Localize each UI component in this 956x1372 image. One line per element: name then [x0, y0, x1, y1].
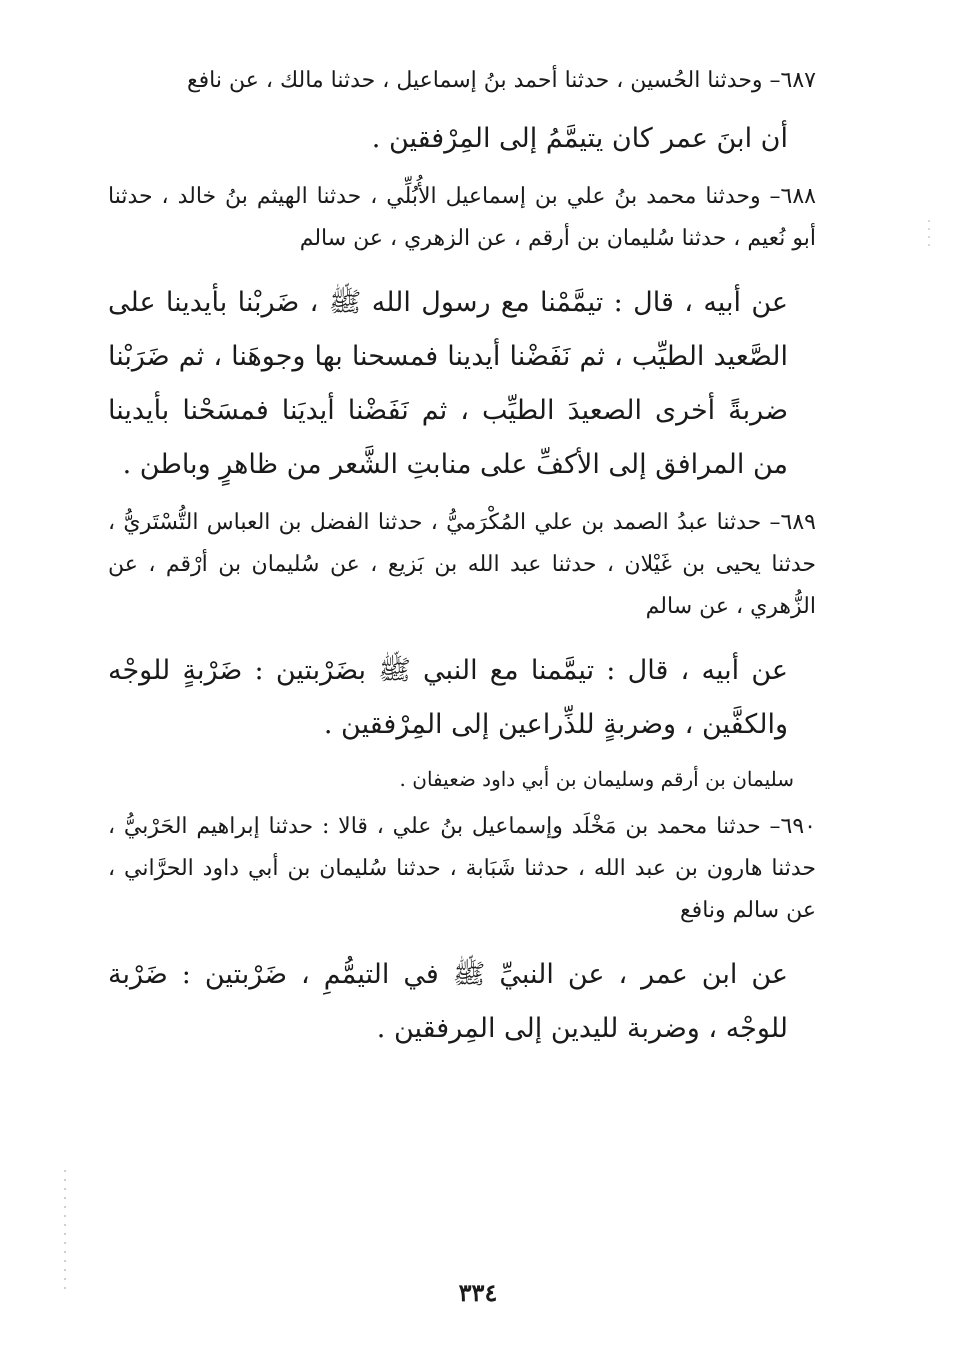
page-body	[108, 60, 816, 1056]
hadith-688-matn: عن أبيه ، قال : تيمَّمْنا مع رسول الله ﷺ ، ضَربْنا بأيدينا على الصَّعيد الطيِّب ، ثم نَفَضْنا أيدينا فمسحنا بها وجوهَنا ، ثم ضَرَبْنا ضربةً أخرى الصعيدَ الطيِّب ، ثم نَفَضْنا أيديَنا فمسَحْنا بأيدينا من المرافق إلى الأكفِّ على منابتِ الشَّعر من ظاهرٍ وباطن .	[108, 287, 788, 480]
page-number: ٣٣٤	[458, 1278, 498, 1307]
hadith-690-chain: ٦٩٠– حدثنا محمد بن مَخْلَد وإسماعيل بنُ علي ، قالا : حدثنا إبراهيم الحَرْبيُّ ، حدثنا هارون بن عبد الله ، حدثنا شَبَابة ، حدثنا سُليمان بن أبي داود الحرَّاني ، عن سالم ونافع	[108, 814, 816, 923]
hadith-689-note: سليمان بن أرقم وسليمان بن أبي داود ضعيفان .	[399, 767, 794, 791]
hadith-688-chain: ٦٨٨– وحدثنا محمد بنُ علي بن إسماعيل الأُبُلِّي ، حدثنا الهيثم بنُ خالد ، حدثنا أبو نُعيم ، حدثنا سُليمان بن أرقم ، عن الزهري ، عن سالم	[108, 184, 816, 251]
hadith-687-matn: أن ابنَ عمر كان يتيمَّمُ إلى المِرْفقين .	[371, 123, 788, 154]
margin-guide-dots	[64, 1170, 66, 1290]
hadith-689-chain: ٦٨٩– حدثنا عبدُ الصمد بن علي المُكْرَميُّ ، حدثنا الفضل بن العباس التُّسْتَريُّ ، حدثنا يحيى بن غَيْلان ، حدثنا عبد الله بن بَزيع ، عن سُليمان بن أرْقم ، عن الزُّهري ، عن سالم	[108, 510, 816, 619]
hadith-687-chain: ٦٨٧– وحدثنا الحُسين ، حدثنا أحمد بنُ إسماعيل ، حدثنا مالك ، عن نافع	[186, 68, 816, 93]
hadith-690-matn: عن ابن عمر ، عن النبيِّ ﷺ في التيمُّمِ ، ضَرْبتين : ضَرْبة للوجْه ، وضربة لليدين إلى المِرفقين .	[108, 959, 788, 1044]
margin-guide-dots-right	[928, 220, 930, 250]
hadith-689-matn: عن أبيه ، قال : تيمَّمنا مع النبي ﷺ بضَرْبتين : ضَرْبةٍ للوجْه والكفَّين ، وضربةٍ للذِّراعين إلى المِرْفقين .	[108, 655, 788, 740]
